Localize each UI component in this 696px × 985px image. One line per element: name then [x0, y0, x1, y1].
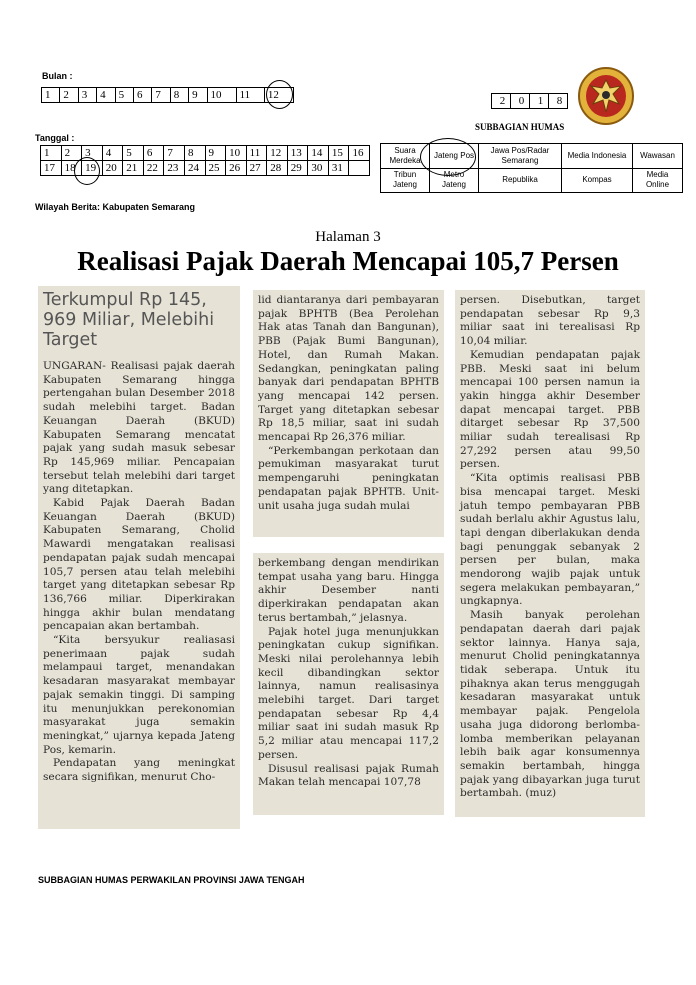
date-cell: 1 [41, 146, 62, 161]
article-title: Realisasi Pajak Daerah Mencapai 105,7 Persen [77, 246, 619, 276]
article-paragraph: Disusul realisasi pajak Rumah Makan telah mencapai 107,78 [258, 762, 439, 789]
date-cell: 28 [267, 161, 288, 176]
clipping-column-2-top [253, 290, 444, 537]
date-cell: 9 [205, 146, 226, 161]
date-cell: 15 [328, 146, 349, 161]
date-cell [349, 161, 370, 176]
date-cell: 12 [267, 146, 288, 161]
date-cell: 2 [61, 146, 82, 161]
article-paragraph: “Kita bersyukur realiasasi penerimaan pajak sudah melampaui target, menandakan kesadaran masyarakat membayar pajak semakin tinggi. Di samping itu menunjukkan perekonomian masyarakat juga semakin meningkat,” ujarnya kepada Jateng Pos, kemarin. [43, 634, 235, 756]
date-cell: 18 [61, 161, 82, 176]
media-cell: Kompas [562, 168, 633, 193]
year-box [491, 93, 568, 109]
tanggal-label: Tanggal : [35, 133, 75, 143]
month-cell: 5 [115, 88, 133, 103]
month-cell: 6 [133, 88, 151, 103]
page-number: Halaman 3 [315, 229, 381, 245]
date-cell: 5 [123, 146, 144, 161]
month-grid [41, 87, 294, 103]
date-cell: 4 [102, 146, 123, 161]
date-cell: 31 [328, 161, 349, 176]
media-cell: Media Online [633, 168, 683, 193]
date-cell: 26 [226, 161, 247, 176]
media-cell: Republika [479, 168, 562, 193]
clipping-column-2-bottom [253, 553, 444, 815]
article-paragraph: Pajak hotel juga menunjukkan peningkatan cukup signifikan. Meski nilai perolehannya lebih kecil dibandingkan sektor lainnya, namun realisasinya melebihi target. Dari target pendapatan sebesar Rp 4,4 miliar saat ini sudah masuk Rp 5,2 miliar atau mencapai 117,2 persen. [258, 625, 439, 761]
year-digit: 0 [511, 94, 530, 109]
date-cell: 6 [143, 146, 164, 161]
article-paragraph: UNGARAN- Realisasi pajak daerah Kabupaten Semarang hingga pertengahan bulan Desember 2018 sudah melebihi target. Badan Keuangan Daerah (BKUD) Kabupaten Semarang mencatat pajak yang sudah masuk sebesar Rp 145,969 miliar. Pencapaian tersebut telah melebihi dari target yang ditetapkan. [43, 360, 235, 496]
subbagian-label: SUBBAGIAN HUMAS [475, 122, 565, 132]
date-cell: 8 [184, 146, 205, 161]
date-cell: 11 [246, 146, 267, 161]
article-paragraph: Kabid Pajak Daerah Badan Keuangan Daerah (BKUD) Kabupaten Semarang, Cholid Mawardi mengatakan realisasi pendapatan pajak sudah mencapai 105,7 persen atau telah melebihi target yang ditetapkan sebesar Rp 136,766 miliar. Diperkirakan hingga akhir bulan mendatang pencapaian akan bertambah. [43, 497, 235, 633]
media-cell: Tribun Jateng [381, 168, 430, 193]
date-cell: 22 [143, 161, 164, 176]
month-cell: 4 [97, 88, 115, 103]
article-paragraph: Pendapatan yang meningkat secara signifikan, menurut Cho- [43, 757, 235, 784]
month-cell: 10 [207, 88, 236, 103]
media-cell: Suara Merdeka [381, 144, 430, 169]
media-cell: Metro Jateng [430, 168, 479, 193]
month-cell: 1 [42, 88, 60, 103]
media-selected-circle [420, 138, 476, 176]
media-cell: Jateng Pos [430, 144, 479, 169]
media-cell: Jawa Pos/Radar Semarang [479, 144, 562, 169]
clipping-column-3 [455, 290, 645, 817]
article-paragraph: “Kita optimis realisasi PBB bisa mencapai target. Meski jatuh tempo pembayaran PBB sudah berlalu akhir Agustus lalu, tapi dengan diberlakukan denda bagi penunggak sebanyak 2 persen per bulan, maka mendorong wajib pajak untuk segera melakukan pembayaran,” ungkapnya. [460, 472, 640, 608]
wilayah-label: Wilayah Berita: Kabupaten Semarang [35, 202, 195, 212]
date-cell: 13 [287, 146, 308, 161]
article-paragraph: berkembang dengan mendirikan tempat usaha yang baru. Hingga akhir Desember nanti diperkirakan pendapatan akan terus bertambah,” jelasnya. [258, 557, 439, 624]
article-lead-heading: Terkumpul Rp 145, 969 Miliar, Melebihi Target [43, 290, 215, 350]
month-cell: 11 [236, 88, 264, 103]
date-cell: 24 [184, 161, 205, 176]
date-cell: 27 [246, 161, 267, 176]
date-selected-circle [74, 157, 100, 185]
date-cell: 23 [164, 161, 185, 176]
date-cell: 29 [287, 161, 308, 176]
month-selected-circle [266, 80, 293, 109]
month-cell: 9 [189, 88, 207, 103]
date-cell: 17 [41, 161, 62, 176]
date-cell: 30 [308, 161, 329, 176]
article-paragraph: Masih banyak perolehan pendapatan daerah dari pajak sektor lainnya. Hanya saja, menurut Cholid peningkatannya tidak seberapa. Untuk itu pihaknya akan terus menggugah kesadaran masyarakat untuk membayar pajak. Pengelola usaha juga didorong berlomba-lomba memberikan pelayanan lebih baik agar konsumennya semakin bertambah, hingga pajak yang dibayarkan juga turut bertambah. (muz) [460, 609, 640, 800]
footer-text: SUBBAGIAN HUMAS PERWAKILAN PROVINSI JAWA TENGAH [38, 875, 305, 885]
month-cell: 2 [60, 88, 78, 103]
media-cell: Wawasan [633, 144, 683, 169]
article-paragraph: persen. Disebutkan, target pendapatan sebesar Rp 9,3 miliar saat ini terealisasi Rp 10,04 miliar. [460, 294, 640, 348]
year-digit: 8 [549, 94, 568, 109]
media-cell: Media Indonesia [562, 144, 633, 169]
year-digit: 1 [530, 94, 549, 109]
date-cell: 19 [82, 161, 103, 176]
date-cell: 3 [82, 146, 103, 161]
clipping-column-1 [38, 286, 240, 829]
month-cell: 8 [170, 88, 188, 103]
month-cell: 7 [152, 88, 170, 103]
garuda-emblem-icon [577, 66, 635, 126]
article-paragraph: lid diantaranya dari pembayaran pajak BPHTB (Bea Perolehan Hak atas Tanah dan Bangunan), PBB (Pajak Bumi Bangunan), Hotel, dan Rumah Makan. Sedangkan, peningkatan paling banyak dari pendapatan BPHTB yang mencapai 142 persen. Target yang ditetapkan sebesar Rp 18,5 miliar, saat ini sudah mencapai Rp 26,376 miliar. [258, 294, 439, 444]
date-cell: 14 [308, 146, 329, 161]
date-cell: 10 [226, 146, 247, 161]
date-cell: 21 [123, 161, 144, 176]
date-cell: 16 [349, 146, 370, 161]
date-cell: 25 [205, 161, 226, 176]
month-cell: 12 [264, 88, 293, 103]
month-cell: 3 [78, 88, 96, 103]
date-cell: 20 [102, 161, 123, 176]
article-paragraph: Kemudian pendapatan pajak PBB. Meski saat ini belum mencapai 100 persen namun ia yakin hingga akhir Desember dapat mencapai target. PBB ditarget sebesar Rp 37,500 miliar sudah terealisasi Rp 27,292 persen atau 99,50 persen. [460, 348, 640, 471]
year-digit: 2 [492, 94, 511, 109]
bulan-label: Bulan : [42, 71, 73, 81]
article-paragraph: “Perkembangan perkotaan dan pemukiman masyarakat turut mempengaruhi peningkatan pendapatan pajak BPHTB. Unit-unit usaha juga sudah mulai [258, 444, 439, 512]
date-cell: 7 [164, 146, 185, 161]
